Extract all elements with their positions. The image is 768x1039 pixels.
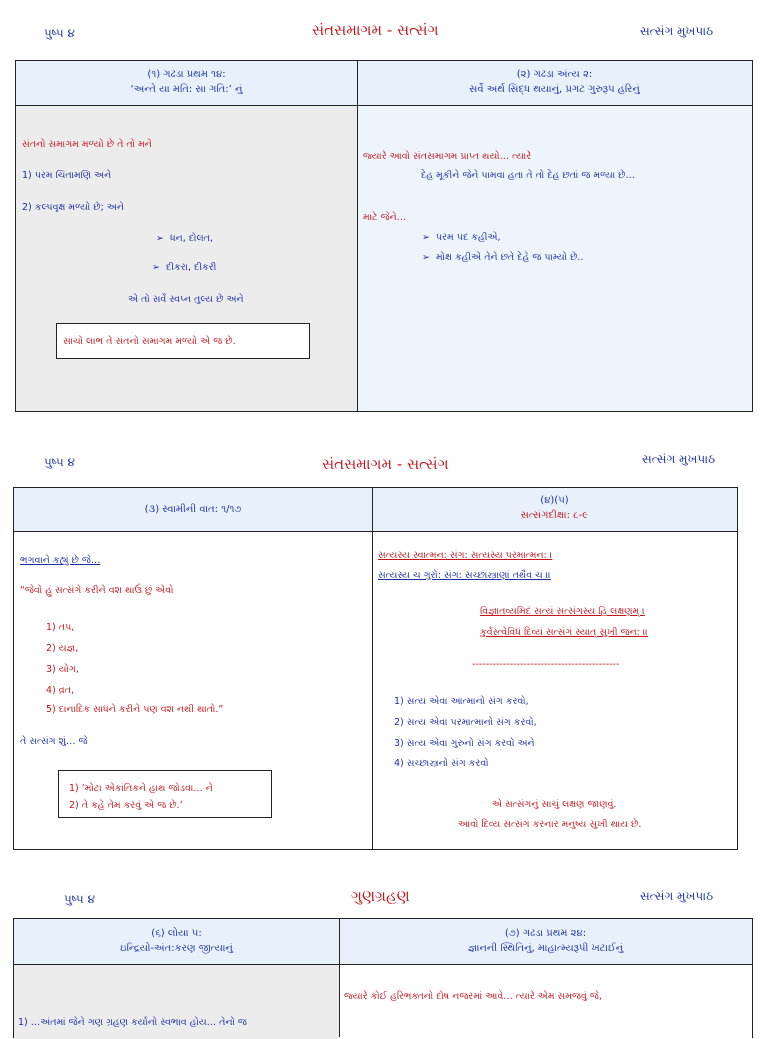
bullet-text: ધન, દોલત, <box>169 233 213 244</box>
header-line: જ્ઞાનની સ્થિતિનું, માહાત્મ્યરૂપી ખટાઈનું <box>467 943 624 954</box>
pushp-label: પુષ્પ ૪ <box>44 26 75 40</box>
header-line: ‘અન્તે યા મતિ: સા ગતિ:’ નું <box>130 84 243 95</box>
header-line: (૭) ગઢડા પ્રથમ ૨૪: <box>504 928 587 939</box>
arrow-bullet-icon: ➢ <box>152 262 160 273</box>
text-line: 1) …અંતમાં જેને ગણ ગ્રહણ કર્યાનો સ્વભાવ હોય… તેનો જ <box>18 1017 247 1028</box>
box-text: 1) ‘મોટા એકાંતિકને હાથ જોડવા… ને <box>69 783 213 794</box>
list-item: 4) સચ્છાસ્ત્રનો સંગ કરવો <box>394 758 489 769</box>
sanskrit-text: સત્યસ્ય સ્વાત્મન: સંગ: સત્યસ્ય પરમાત્મન: । <box>378 550 553 561</box>
book-label: સત્સંગ મુખપાઠ <box>640 889 714 903</box>
text-line: જ્યારે આવો સંતસમાગમ પ્રાપ્ત થયો… ત્યારે <box>363 151 532 162</box>
list-item: 3) સત્ય એવા ગુરુનો સંગ કરવો અને <box>394 738 535 749</box>
pushp-label: પુષ્પ ૪ <box>64 892 95 906</box>
table-header-cell <box>14 919 339 965</box>
sanskrit-text: વિજ્ઞાતવ્યમિદં સત્યં સત્સંગસ્ય હિ લક્ષણમ્ । <box>480 606 645 617</box>
highlight-box <box>56 323 310 359</box>
text-line: દેહ મૂકીને જેને પામવા હતા તે તો દેહ છતાં જ મળ્યા છે… <box>421 170 636 181</box>
sanskrit-line <box>378 550 552 562</box>
header-line: (૬) લોયા ૫: <box>151 928 202 939</box>
bullet-item <box>422 252 583 264</box>
arrow-bullet-icon: ➢ <box>422 252 430 263</box>
text-line: “જેવો હું સત્સંગે કરીને વશ થાઉં છું એવો <box>20 585 174 596</box>
sanskrit-line <box>480 627 648 639</box>
sanskrit-line <box>480 606 645 618</box>
list-item: 3) યોગ, <box>46 664 79 675</box>
bullet-item <box>156 233 213 245</box>
list-item: 5) દાનાદિક સાધને કરીને પણ વશ નથી થાતો.” <box>46 704 224 715</box>
table-header-cell <box>339 919 752 965</box>
table-header-cell <box>14 488 372 532</box>
table-header-cell <box>357 61 752 106</box>
table-header-cell <box>372 488 737 532</box>
page-title: ગુણગ્રહણ <box>351 887 410 905</box>
text-line: જ્યારે કોઈ હરિભક્તનો દોષ નજરમાં આવે… ત્યારે એમ સમજવું જે, <box>344 991 602 1002</box>
list-item: 4) વ્રત, <box>46 685 75 696</box>
box-text: 2) તે કહે તેમ કરવું એ જ છે.’ <box>69 800 183 811</box>
arrow-bullet-icon: ➢ <box>422 232 430 243</box>
list-item: 1) સત્ય એવા આત્માનો સંગ કરવો, <box>394 696 529 707</box>
bullet-text: મોક્ષ કહીએ તેને છતે દેહે જ પામ્યો છે.. <box>435 252 584 263</box>
book-label: સત્સંગ મુખપાઠ <box>642 452 716 466</box>
table-header-cell <box>16 61 357 106</box>
box-text: સાચો લાભ તે સંતનો સમાગમ મળ્યો એ જ છે. <box>63 336 236 347</box>
bullet-item <box>422 232 501 244</box>
page-title: સંતસમાગમ - સત્સંગ <box>312 21 439 39</box>
bullet-text: પરમ પદ કહીએ, <box>435 232 501 243</box>
list-item: 2) કલ્પવૃક્ષ મળ્યો છે; અને <box>22 202 124 213</box>
sanskrit-text: કુર્વંસ્ત્વેવિધં દિવ્યં સત્સંગં સ્યાત્ સુખી જન: ॥ <box>480 627 648 638</box>
book-label: સત્સંગ મુખપાઠ <box>640 24 714 38</box>
page-title: સંતસમાગમ - સત્સંગ <box>322 455 449 473</box>
column-divider <box>357 61 358 411</box>
table-2 <box>13 487 738 850</box>
text-line: તે સત્સંગ શું… જે <box>20 736 88 747</box>
summary-text: એ તો સર્વે સ્વપ્ન તુલ્ય છે અને <box>128 294 244 305</box>
table-3 <box>13 918 753 1038</box>
list-item: 1) તપ, <box>46 622 75 633</box>
header-line: ઇન્દ્રિયો-અંત:કરણ જીત્યાનું <box>120 943 233 954</box>
header-line: (૪)(૫) <box>540 495 569 506</box>
list-item: 1) પરમ ચિંતામણિ અને <box>22 170 112 181</box>
header-line: સત્સંગદીક્ષા: ૮-૯ <box>520 510 589 521</box>
list-item: 2) સત્ય એવા પરમાત્માનો સંગ કરવો, <box>394 717 537 728</box>
conclusion-line: આવો દિવ્ય સત્સંગ કરનાર મનુષ્ય સુખી થાય છે. <box>458 819 642 830</box>
pushp-label: પુષ્પ ૪ <box>44 455 75 469</box>
sanskrit-line <box>378 570 551 582</box>
bullet-item <box>152 262 216 274</box>
header-line: (૩) સ્વામીની વાત: ૧/૧૭ <box>144 504 242 515</box>
intro-text: સંતનો સમાગમ મળ્યો છે તે તો મને <box>22 139 152 150</box>
header-line: સર્વે અર્થ સિદ્ધ થયાનું, પ્રગટ ગુરુરૂપ હરિનું <box>469 84 640 95</box>
left-body-cell <box>16 106 357 411</box>
text-line: માટે જેને… <box>363 212 407 223</box>
column-divider <box>372 488 373 849</box>
dash-divider: ------------------------------------------- <box>472 659 620 670</box>
conclusion-line: એ સત્સંગનું સાચું લક્ષણ જાણવું. <box>492 799 617 810</box>
column-divider <box>339 919 340 1037</box>
header-line: (૧) ગઢડા પ્રથમ ૧૪: <box>147 69 226 80</box>
sanskrit-text: સત્યસ્ય ચ ગુરો: સંગ: સચ્છાસ્ત્રાણાં તથૈવ ચ ॥ <box>378 570 551 581</box>
arrow-bullet-icon: ➢ <box>156 233 164 244</box>
highlight-box <box>58 770 272 818</box>
list-item: 2) યજ્ઞ, <box>46 643 79 654</box>
header-line: (૨) ગઢડા અંત્ય ૨: <box>516 69 593 80</box>
table-1 <box>15 60 753 412</box>
bullet-text: દીકરા, દીકરી <box>165 262 217 273</box>
text-line: ભગવાને કહ્યું છે જે… <box>20 555 101 566</box>
